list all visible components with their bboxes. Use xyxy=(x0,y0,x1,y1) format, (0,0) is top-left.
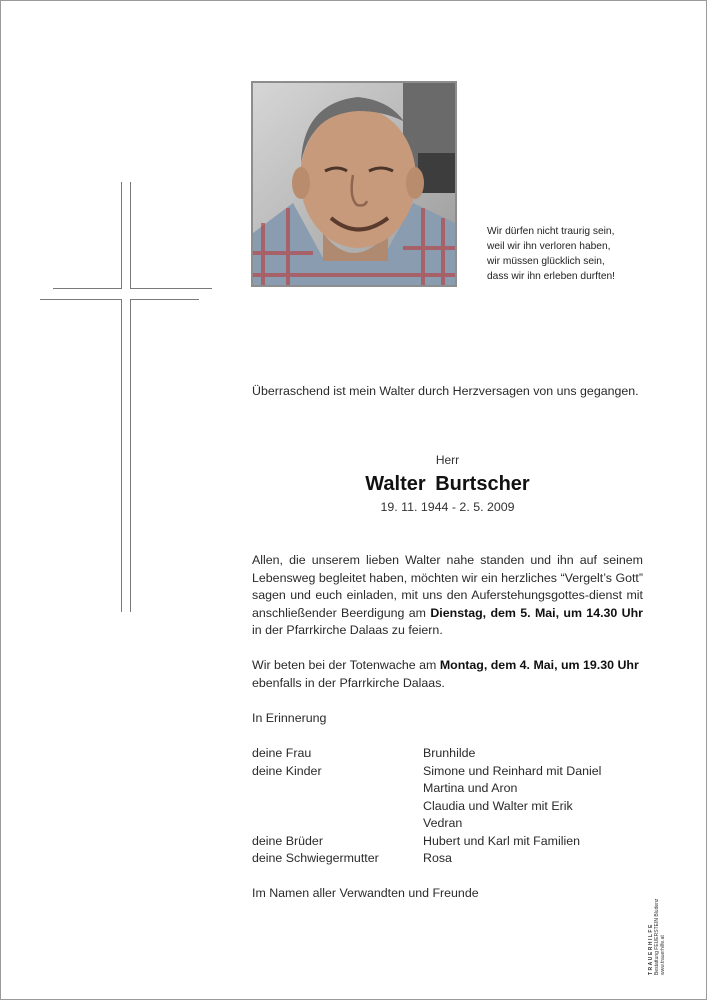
salutation: Herr xyxy=(435,453,460,467)
family-row: deine Frau Brunhilde xyxy=(252,746,476,760)
memorial-quote: Wir dürfen nicht traurig sein, weil wir ihn verloren haben, wir müssen glücklich sein, dass wir ihn erleben durften! xyxy=(487,226,615,282)
deceased-name: Walter Burtscher xyxy=(365,473,530,495)
cross-icon xyxy=(38,182,214,614)
invitation-paragraph: Allen, die unserem lieben Walter nahe standen und ihn auf seinem Lebensweg begleitet haben, möchten wir ein herzliches “Vergelt’s Gott” sagen und euch einladen, mit uns den Auferstehungsgottes-dienst mit anschließender Beerdigung am Dienstag, dem 5. Mai, um 14.30 Uhr in der Pfarrkirche Dalaas zu feiern. xyxy=(252,553,643,637)
funeral-home-imprint: TRAUERHILFE Bestattung FEUERSTEIN Bludenz www.trauerhilfe.at xyxy=(648,898,667,975)
portrait-photo xyxy=(251,81,457,287)
wake-date: Montag, dem 4. Mai, um 19.30 Uhr xyxy=(439,658,639,672)
in-memory-heading: In Erinnerung xyxy=(252,711,327,725)
family-row: deine Schwiegermutter Rosa xyxy=(252,851,452,865)
family-row: deine Brüder Hubert und Karl mit Familien xyxy=(252,833,581,848)
funeral-date: Dienstag, dem 5. Mai, um 14.30 Uhr xyxy=(430,605,643,620)
family-list xyxy=(252,745,643,868)
wake-paragraph: Wir beten bei der Totenwache am Montag, dem 4. Mai, um 19.30 Uhr ebenfalls in der Pfarrkirche Dalaas. xyxy=(252,658,639,690)
life-dates: 19. 11. 1944 - 2. 5. 2009 xyxy=(380,500,515,514)
family-row: deine Kinder Simone und Reinhard mit Daniel Martina und Aron Claudia und Walter mit Erik Vedran xyxy=(252,763,602,830)
intro-text: Überraschend ist mein Walter durch Herzversagen von uns gegangen. xyxy=(252,384,639,398)
closing-text: Im Namen aller Verwandten und Freunde xyxy=(252,886,479,900)
